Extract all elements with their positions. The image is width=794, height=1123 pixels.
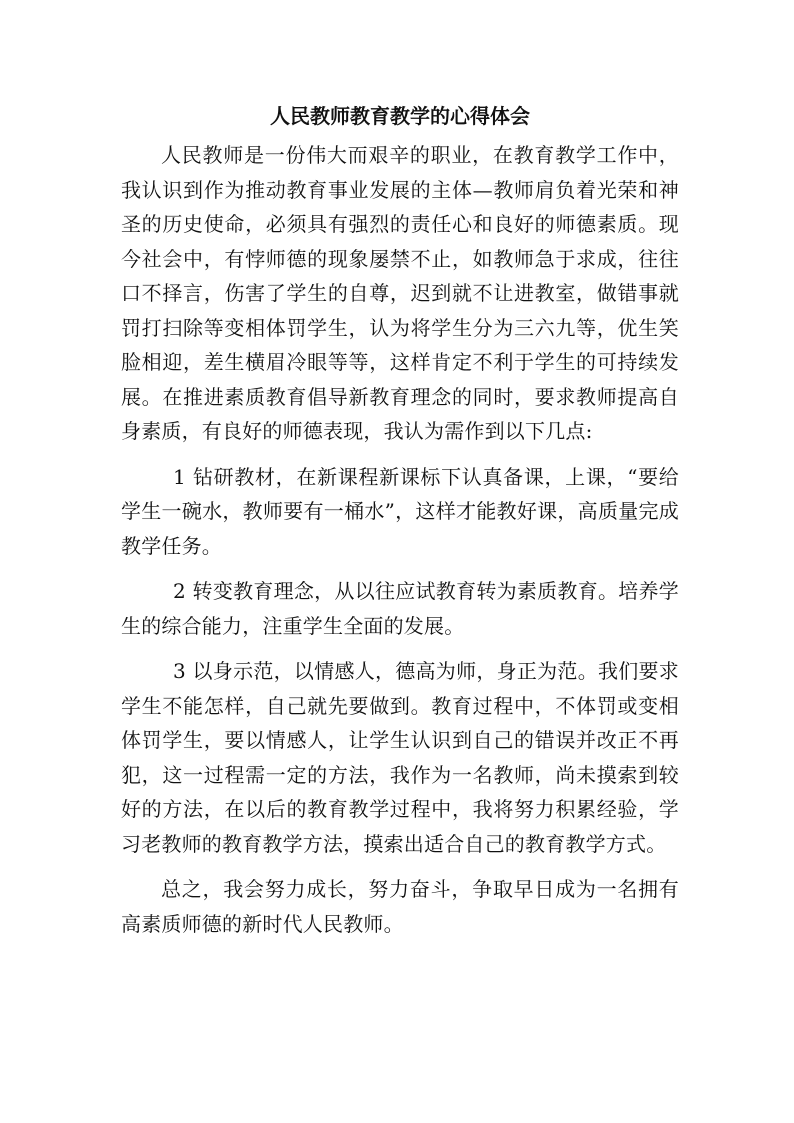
document-body xyxy=(121,100,679,941)
paragraph-intro: 人民教师是一份伟大而艰辛的职业，在教育教学工作中，我认识到作为推动教育事业发展的主体—教师肩负着光荣和神圣的历史使命，必须具有强烈的责任心和良好的师德素质。现今社会中，有悖师德的现象屡禁不止，如教师急于求成，往往口不择言，伤害了学生的自尊，迟到就不让进教室，做错事就罚打扫除等变相体罚学生，认为将学生分为三六九等，优生笑脸相迎，差生横眉冷眼等等，这样肯定不利于学生的可持续发展。在推进素质教育倡导新教育理念的同时，要求教师提高自身素质，有良好的师德表现，我认为需作到以下几点: xyxy=(121,143,679,443)
paragraph-conclusion: 总之，我会努力成长，努力奋斗，争取早日成为一名拥有高素质师德的新时代人民教师。 xyxy=(121,877,679,936)
paragraph-point-2: 2 转变教育理念，从以往应试教育转为素质教育。培养学生的综合能力，注重学生全面的发展。 xyxy=(121,579,679,638)
paragraph-point-3: 3 以身示范，以情感人，德高为师，身正为范。我们要求学生不能怎样，自己就先要做到。教育过程中，不体罚或变相体罚学生，要以情感人，让学生认识到自己的错误并改正不再犯，这一过程需一定的方法，我作为一名教师，尚未摸索到较好的方法，在以后的教育教学过程中，我将努力积累经验，学习老教师的教育教学方法，摸索出适合自己的教育教学方式。 xyxy=(121,659,679,856)
document-title: 人民教师教育教学的心得体会 xyxy=(270,104,530,128)
paragraph-point-1: 1 钻研教材，在新课程新课标下认真备课，上课，“要给学生一碗水，教师要有一桶水”，这样才能教好课，高质量完成教学任务。 xyxy=(121,464,679,558)
